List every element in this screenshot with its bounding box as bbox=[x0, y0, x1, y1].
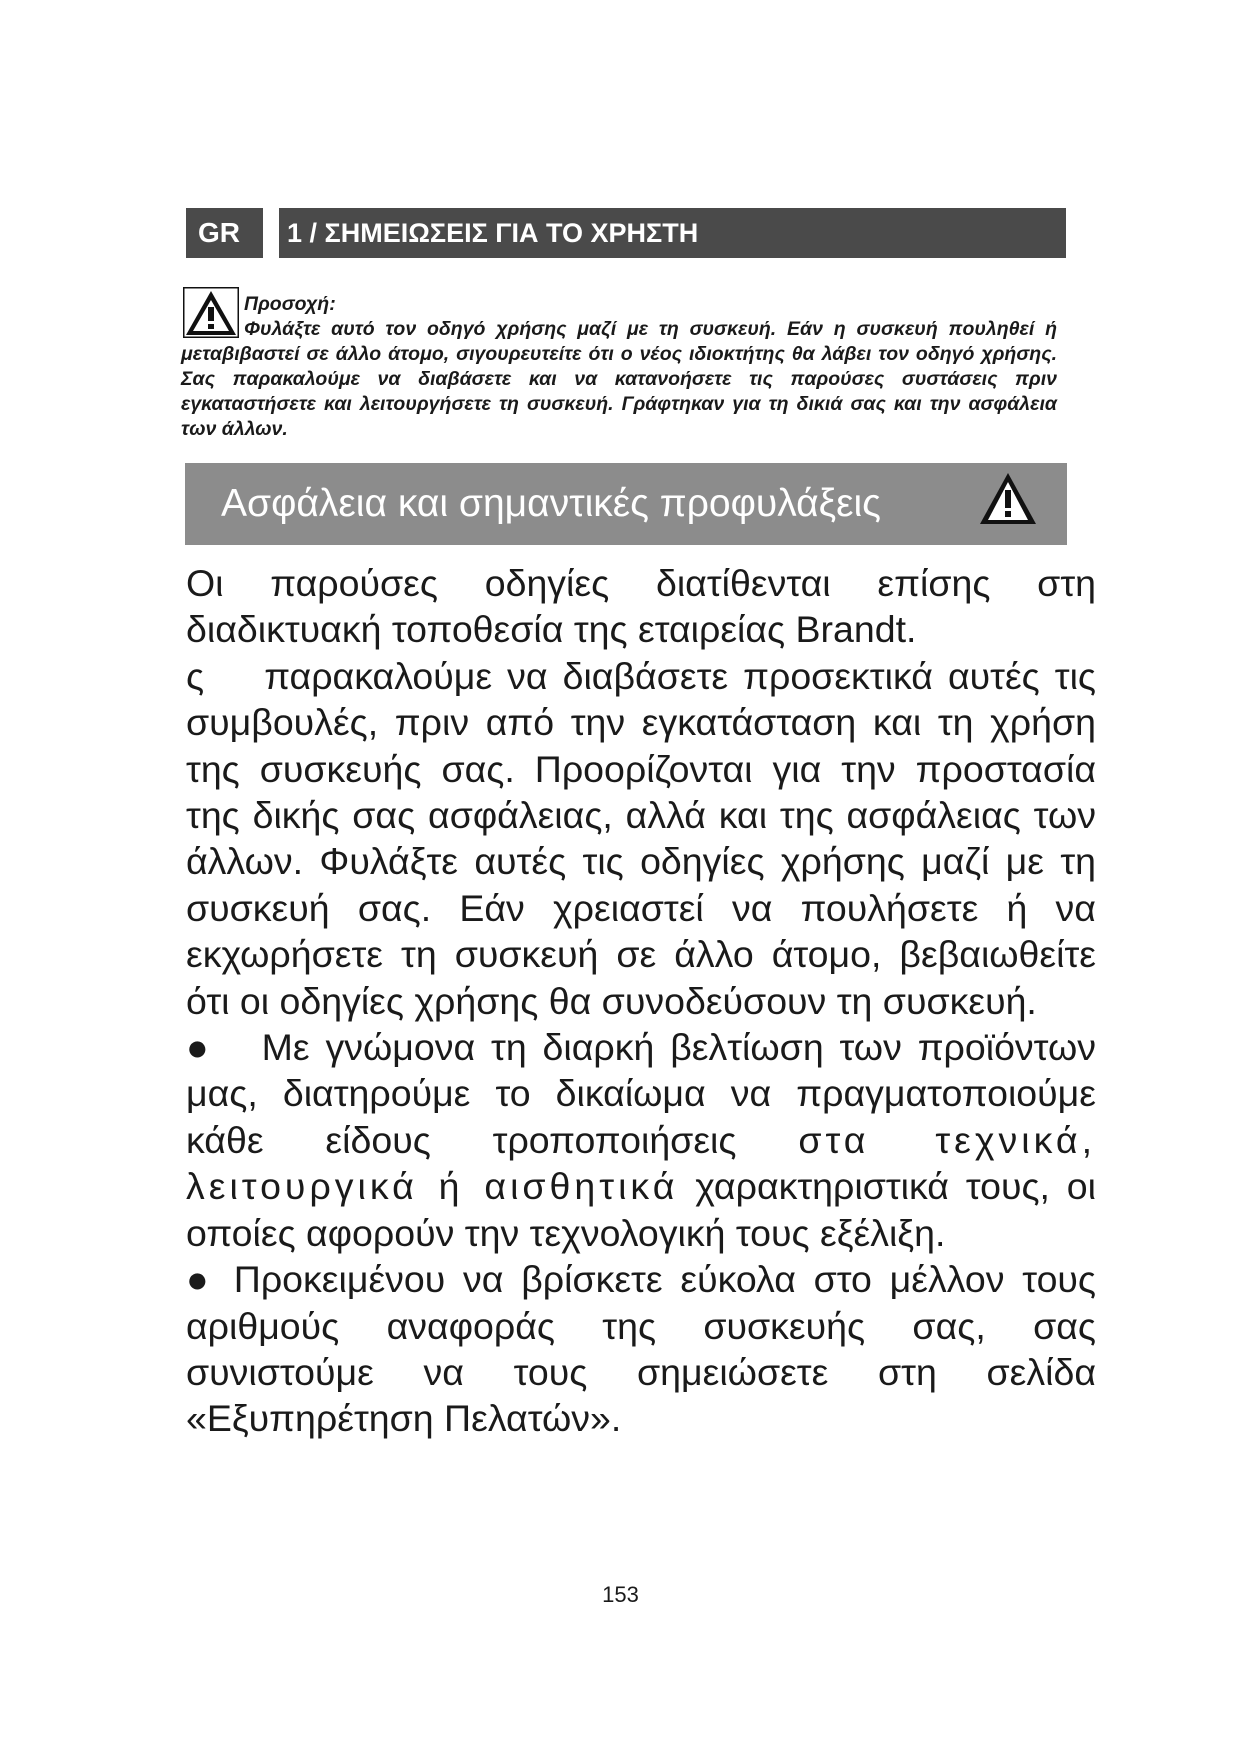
warning-triangle-icon bbox=[978, 470, 1038, 527]
read-advice-text: παρακαλούμε να διαβάσετε προσεκτικά αυτές τις συμβουλές, πριν από την εγκατάσταση και τη χρήση της συσκευής σας. Προορίζονται για την προστασία της δικής σας ασφάλειας, αλλά και της ασφάλειας των άλλων. Φυλάξτε αυτές τις οδηγίες χρήσης μαζί με τη συσκευή σας. Εάν χρειαστεί να πουλήσετε ή να εκχωρήσετε τη συσκευή σε άλλο άτομο, βεβαιωθείτε ότι οι οδηγίες χρήσης θα συνοδεύσουν τη συσκευή. bbox=[186, 654, 1096, 1022]
read-advice-paragraph bbox=[186, 653, 1096, 1024]
language-code-badge: GR bbox=[186, 208, 263, 258]
safety-banner-title: Ασφάλεια και σημαντικές προφυλάξεις bbox=[185, 463, 1067, 545]
warning-body: Φυλάξτε αυτό τον οδηγό χρήσης μαζί με τη συσκευή. Εάν η συσκευή πουληθεί ή μεταβιβαστεί σε άλλο άτομο, σιγουρευτείτε ότι ο νέος ιδιοκτήτης θα λάβει τον οδηγό χρήσης. Σας παρακαλούμε να διαβάσετε και να κατανοήσετε τις παρούσες συστάσεις πριν εγκαταστήσετε και λειτουργήσετε τη συσκευή. Γράφτηκαν για τη δικιά σας και την ασφάλεια των άλλων. bbox=[181, 318, 1057, 440]
safety-instructions bbox=[186, 560, 1096, 1442]
section-title: 1 / ΣΗΜΕΙΩΣΕΙΣ ΓΙΑ ΤΟ ΧΡΗΣΤΗ bbox=[279, 208, 1066, 258]
bullet-reference-numbers bbox=[186, 1256, 1096, 1442]
page-number: 153 bbox=[602, 1582, 639, 1607]
bullet-improvement-text-b: στα τεχνικά, λειτουργικά ή αισθητικά bbox=[186, 1118, 1097, 1208]
warning-notice bbox=[181, 292, 1057, 442]
warning-heading: Προσοχή: bbox=[244, 293, 336, 315]
online-availability-paragraph: Οι παρούσες οδηγίες διατίθενται επίσης στη διαδικτυακή τοποθεσία της εταιρείας Brandt. bbox=[186, 562, 1096, 651]
bullet-reference-text: Προκειμένου να βρίσκετε εύκολα στο μέλλον τους αριθμούς αναφοράς της συσκευής σας, σας συνιστούμε να τους σημειώσετε στη σελίδα «Εξυπηρέτηση Πελατών». bbox=[186, 1258, 1096, 1440]
bullet-marker: ● bbox=[186, 1026, 215, 1069]
bullet-improvement bbox=[186, 1024, 1096, 1256]
bullet-improvement-text-c: χαρακτηριστικά τους, οι οποίες αφορούν την τεχνολογική τους εξέλιξη. bbox=[186, 1165, 1096, 1254]
bullet-improvement-text-a: Με γνώμονα τη διαρκή βελτίωση των προϊόντων μας, διατηρούμε το δικαίωμα να πραγματοποιούμε κάθε είδους τροποποιήσεις bbox=[186, 1026, 1096, 1161]
paragraph-lead: ς bbox=[186, 654, 205, 697]
bullet-marker: ● bbox=[186, 1258, 216, 1301]
